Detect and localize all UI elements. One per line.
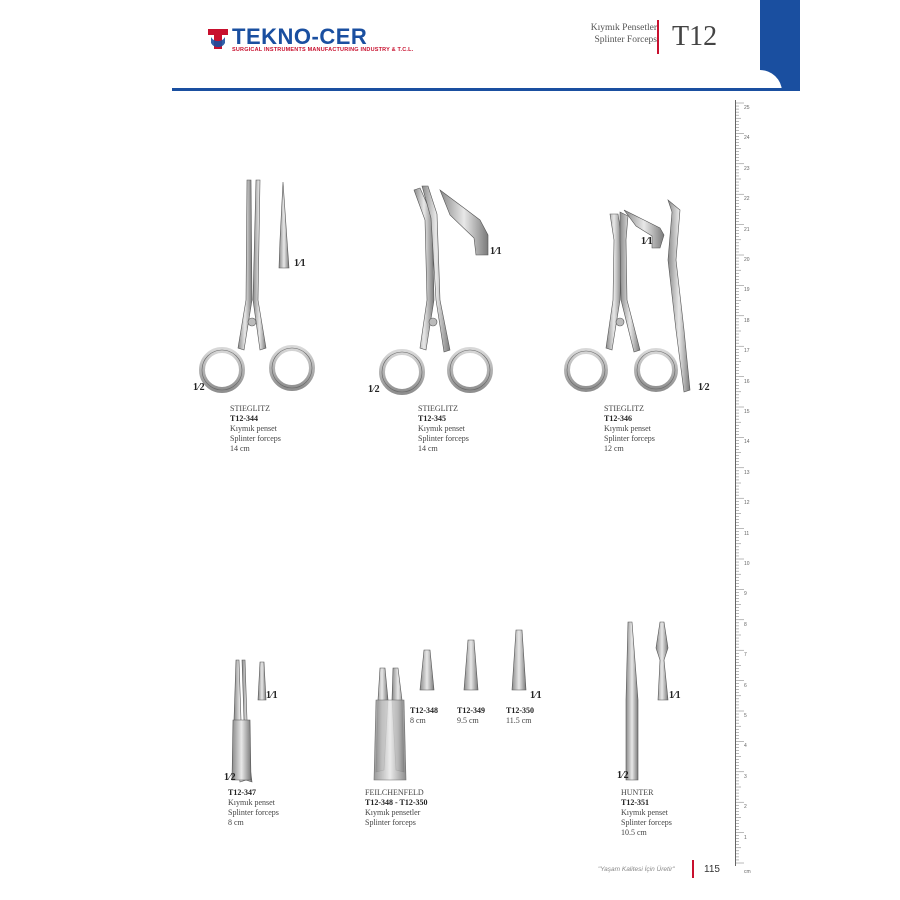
scale-full-351: 1⁄1 bbox=[669, 690, 681, 701]
product-caption-feilchenfeld bbox=[365, 788, 428, 828]
ruler-number: 25 bbox=[744, 105, 750, 111]
product-name: HUNTER bbox=[621, 788, 654, 797]
brand-tagline: SURGICAL INSTRUMENTS MANUFACTURING INDUSTRY & T.C.L. bbox=[232, 47, 414, 53]
tip-code: T12-348 bbox=[410, 706, 438, 715]
scale-full-350: 1⁄1 bbox=[530, 690, 542, 701]
ruler-number: 20 bbox=[744, 257, 750, 263]
product-size: 14 cm bbox=[418, 444, 438, 453]
product-desc-tr: Kıymık penset bbox=[604, 424, 651, 433]
page-number: 115 bbox=[704, 864, 720, 875]
ruler-number: 10 bbox=[744, 561, 750, 567]
tip-size: 11.5 cm bbox=[506, 716, 532, 725]
tip-size: 9.5 cm bbox=[457, 716, 479, 725]
category-title-tr: Kıymık Pensetler bbox=[590, 23, 657, 33]
ruler-number: 24 bbox=[744, 135, 750, 142]
product-desc-en: Splinter forceps bbox=[604, 434, 655, 443]
scale-half-345: 1⁄2 bbox=[368, 384, 380, 395]
category-title-en: Splinter Forceps bbox=[594, 35, 657, 45]
product-size: 10.5 cm bbox=[621, 828, 647, 837]
section-code: T12 bbox=[672, 21, 718, 52]
ruler-number: 1 bbox=[744, 834, 747, 841]
ruler-number: 8 bbox=[744, 621, 747, 628]
tweezer-feilchenfeld bbox=[374, 630, 526, 780]
ruler-number: 12 bbox=[744, 500, 750, 507]
product-caption-347 bbox=[228, 788, 279, 828]
tip-caption-349 bbox=[457, 706, 485, 726]
tip-code: T12-349 bbox=[457, 706, 485, 715]
product-name: STIEGLITZ bbox=[230, 404, 270, 413]
scale-full-347: 1⁄1 bbox=[266, 690, 278, 701]
product-code: T12-344 bbox=[230, 414, 258, 423]
product-size: 8 cm bbox=[228, 818, 244, 827]
product-caption-351 bbox=[621, 788, 672, 838]
scale-full-345: 1⁄1 bbox=[490, 246, 502, 257]
scale-full-344: 1⁄1 bbox=[294, 258, 306, 269]
scale-half-346: 1⁄2 bbox=[698, 382, 710, 393]
product-caption-346 bbox=[604, 404, 655, 454]
tip-caption-348 bbox=[410, 706, 438, 726]
product-desc-en: Splinter forceps bbox=[365, 818, 416, 827]
product-code: T12-351 bbox=[621, 798, 649, 807]
product-desc-tr: Kıymık penset bbox=[418, 424, 465, 433]
ruler-number: 3 bbox=[744, 773, 747, 780]
ruler-number: 4 bbox=[744, 743, 747, 750]
product-name: STIEGLITZ bbox=[604, 404, 644, 413]
brand-name: TEKNO-CER bbox=[232, 24, 368, 49]
ruler-number: 5 bbox=[744, 713, 747, 719]
ruler-number: 2 bbox=[744, 804, 747, 811]
tweezer-t12-347 bbox=[232, 660, 266, 782]
product-caption-344 bbox=[230, 404, 281, 454]
ruler-number: 19 bbox=[744, 287, 750, 294]
ruler-number: 23 bbox=[744, 165, 750, 172]
scale-full-346: 1⁄1 bbox=[641, 236, 653, 247]
ruler-number: 17 bbox=[744, 348, 750, 355]
scale-half-351: 1⁄2 bbox=[617, 770, 629, 781]
product-desc-en: Splinter forceps bbox=[228, 808, 279, 817]
product-size: 14 cm bbox=[230, 444, 250, 453]
ruler-number: 15 bbox=[744, 409, 750, 415]
tweezer-t12-351 bbox=[626, 622, 668, 780]
tip-caption-350 bbox=[506, 706, 534, 726]
ruler-number: 11 bbox=[744, 530, 750, 537]
ruler-number: 9 bbox=[744, 591, 747, 598]
scale-half-344: 1⁄2 bbox=[193, 382, 205, 393]
forceps-t12-346 bbox=[567, 200, 690, 392]
ruler-number: 6 bbox=[744, 682, 747, 689]
product-size: 12 cm bbox=[604, 444, 624, 453]
product-code: T12-348 - T12-350 bbox=[365, 798, 428, 807]
product-code: T12-347 bbox=[228, 788, 256, 797]
product-code: T12-346 bbox=[604, 414, 632, 423]
footer-motto: "Yaşam Kalitesi İçin Üretir" bbox=[598, 866, 675, 873]
ruler-number: 16 bbox=[744, 378, 750, 385]
footer-divider bbox=[692, 860, 694, 878]
ruler-number: 22 bbox=[744, 196, 750, 203]
tip-size: 8 cm bbox=[410, 716, 426, 725]
product-desc-en: Splinter forceps bbox=[621, 818, 672, 827]
product-caption-345 bbox=[418, 404, 469, 454]
product-desc-tr: Kıymık penset bbox=[621, 808, 668, 817]
forceps-t12-345 bbox=[382, 186, 490, 392]
product-name: FEILCHENFELD bbox=[365, 788, 424, 797]
ruler-number: 14 bbox=[744, 439, 750, 446]
ruler-number: 7 bbox=[744, 652, 747, 659]
product-desc-tr: Kıymık penset bbox=[228, 798, 275, 807]
product-desc-en: Splinter forceps bbox=[230, 434, 281, 443]
product-name: STIEGLITZ bbox=[418, 404, 458, 413]
ruler-number: 21 bbox=[744, 226, 750, 233]
product-desc-en: Splinter forceps bbox=[418, 434, 469, 443]
product-desc-tr: Kıymık penset bbox=[230, 424, 277, 433]
tip-code: T12-350 bbox=[506, 706, 534, 715]
ruler-number: 18 bbox=[744, 317, 750, 324]
forceps-t12-344 bbox=[202, 180, 312, 390]
ruler-unit: cm bbox=[744, 869, 751, 875]
scale-half-347: 1⁄2 bbox=[224, 772, 236, 783]
product-desc-tr: Kıymık pensetler bbox=[365, 808, 421, 817]
product-code: T12-345 bbox=[418, 414, 446, 423]
ruler-number: 13 bbox=[744, 469, 750, 476]
